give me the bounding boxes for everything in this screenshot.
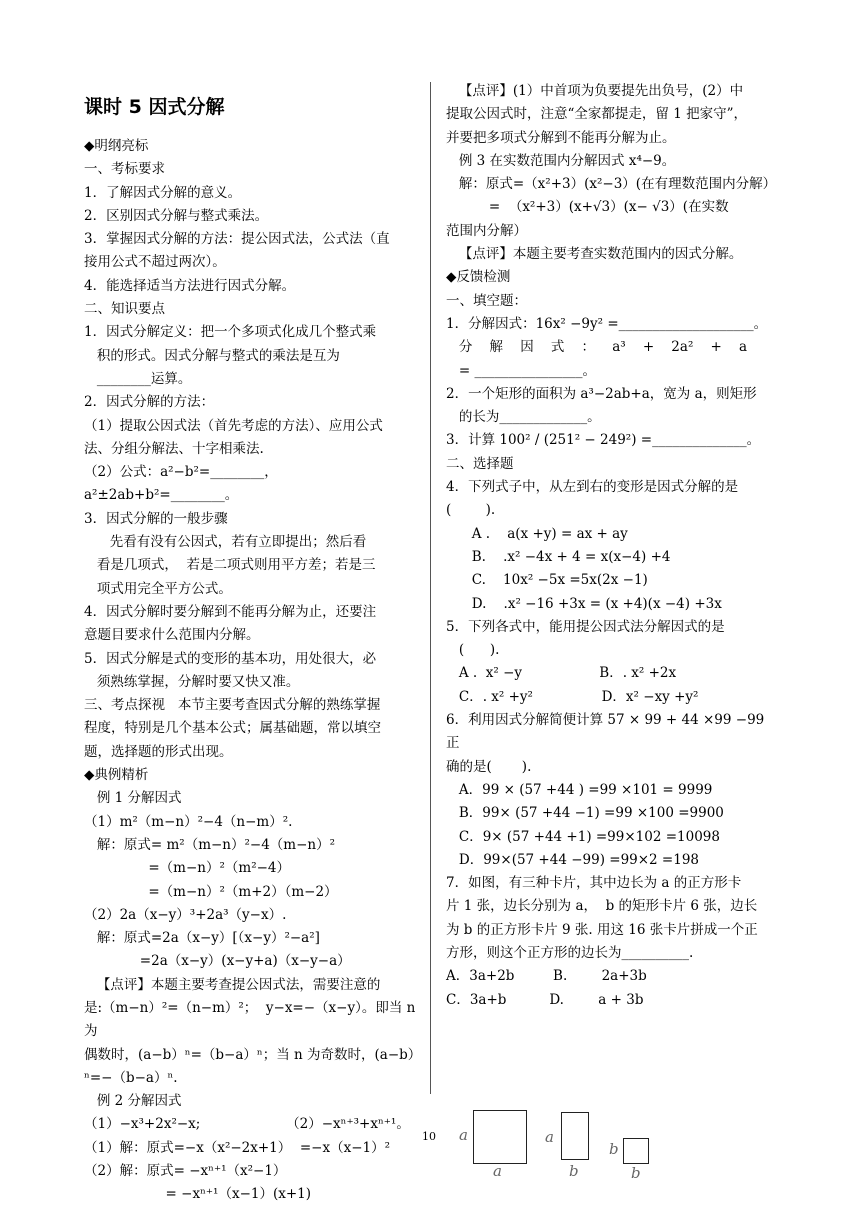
- text-line: 【点评】(1）中首项为负要提先出负号，(2）中: [446, 83, 744, 99]
- text-line: （1）−x³+2x²−x; （2）−xⁿ⁺³+xⁿ⁺¹。: [84, 1116, 410, 1133]
- text-line: （2）公式：a²−b²=________，a²±2ab+b²=________。: [84, 464, 278, 504]
- text-line: 是:（m−n）²=（n−m）²； y−x=−（x−y）。即当 n 为: [84, 999, 420, 1040]
- text-line: 6．利用因式分解简便计算 57 × 99 + 44 ×99 −99 正: [446, 712, 769, 752]
- text-line: C．3a+b D. a + 3b: [446, 991, 644, 1008]
- text-line: 一、考标要求: [84, 161, 165, 178]
- page-number: 10: [422, 1130, 436, 1143]
- text-line: A . x² −y B．. x² +2x: [446, 665, 677, 682]
- square-b-card: [623, 1138, 649, 1164]
- text-line: 分 解 因 式 ： a³ + 2a² + a: [446, 339, 748, 356]
- page-title: 课时 5 因式分解: [84, 96, 225, 118]
- text-line: 5．因式分解是式的变形的基本功，用处很大，必: [84, 650, 377, 667]
- text-line: =2a（x−y）(x−y+a)（x−y−a）: [84, 953, 351, 970]
- text-line: 题，选择题的形式出现。: [84, 743, 233, 760]
- text-line: C．. x² +y² D．x² −xy +y²: [446, 688, 699, 705]
- text-line: （1）解：原式=−x（x²−2x+1） =−x（x−1）²: [84, 1139, 391, 1156]
- label-a-side: a: [459, 1126, 468, 1144]
- text-line: 先看有没有公因式，若有立即提出；然后看: [84, 534, 367, 551]
- text-line: ◆典例精析: [84, 767, 149, 784]
- text-line: 例 1 分解因式: [84, 790, 182, 807]
- label-b-side: b: [609, 1140, 619, 1158]
- text-line: 方形，则这个正方形的边长为__________.: [446, 944, 694, 961]
- text-line: = （x²+3）(x+√3）(x− √3）(在实数: [446, 199, 729, 216]
- text-line: B. .x² −4x + 4 = x(x−4) +4: [446, 548, 671, 565]
- text-line: 提取公因式时，注意“全家都提走，留 1 把家守”，: [446, 106, 747, 123]
- text-line: 2．一个矩形的面积为 a³−2ab+a，宽为 a，则矩形: [446, 385, 757, 402]
- label-a-bottom: a: [493, 1162, 502, 1180]
- text-line: ⁿ=−（b−a）ⁿ.: [84, 1069, 178, 1086]
- text-line: 三、考点探视 本节主要考查因式分解的熟练掌握: [84, 697, 381, 714]
- column-divider: [430, 82, 431, 1094]
- text-line: ( ).: [446, 502, 496, 519]
- rect-ab-card: [561, 1112, 589, 1160]
- text-line: 解：原式=（x²+3）(x²−3）(在有理数范围内分解）: [446, 176, 777, 193]
- text-line: 确的是( ).: [446, 758, 532, 775]
- text-line: 积的形式。因式分解与整式的乘法是互为: [84, 347, 340, 364]
- text-line: 3．因式分解的一般步骤: [84, 510, 228, 527]
- right-text-block: [446, 80, 780, 1012]
- text-line: 3．计算 100² / (251² − 249²) =______________。: [446, 432, 761, 449]
- text-line: 法、分组分解法、十字相乘法.: [84, 440, 264, 457]
- text-line: 并要把多项式分解到不能再分解为止。: [446, 129, 676, 146]
- label-rect-a: a: [545, 1128, 554, 1146]
- text-line: 看是几项式， 若是二项式则用平方差；若是三: [84, 557, 376, 574]
- text-line: 1．了解因式分解的意义。: [84, 184, 242, 201]
- text-line: 1．因式分解定义：把一个多项式化成几个整式乘: [84, 324, 377, 341]
- text-line: = ________________。: [446, 362, 596, 379]
- text-line: 片 1 张，边长分别为 a， b 的矩形卡片 6 张，边长: [446, 898, 758, 915]
- text-line: （2）2a（x−y）³+2a³（y−x）.: [84, 906, 287, 923]
- text-line: = −xⁿ⁺¹（x−1）(x+1): [84, 1186, 312, 1203]
- card-figures: [455, 1106, 675, 1186]
- text-line: 1．分解因式：16x² −9y² =____________________。: [446, 315, 768, 332]
- text-line: （1）提取公因式法（首先考虑的方法）、应用公式: [84, 417, 383, 434]
- text-line: ◆反馈检测: [446, 269, 511, 286]
- label-b-bottom: b: [631, 1164, 641, 1182]
- text-line: 4．下列式子中，从左到右的变形是因式分解的是: [446, 479, 739, 496]
- text-line: 解：原式=2a（x−y）[（x−y）²−a²]: [84, 930, 320, 947]
- text-line: ________运算。: [84, 370, 192, 387]
- text-line: 范围内分解）: [446, 222, 527, 239]
- text-line: 二、选择题: [446, 455, 514, 472]
- text-line: 7．如图，有三种卡片，其中边长为 a 的正方形卡: [446, 875, 742, 892]
- text-line: 2．因式分解的方法：: [84, 394, 215, 411]
- text-line: 程度，特别是几个基本公式；属基础题，常以填空: [84, 720, 381, 737]
- text-line: 4．因式分解时要分解到不能再分解为止，还要注: [84, 603, 377, 620]
- text-line: 接用公式不超过两次）。: [84, 254, 226, 271]
- text-line: ( ).: [446, 642, 500, 659]
- label-rect-b: b: [569, 1162, 579, 1180]
- text-line: =（m−n）²（m+2）（m−2）: [84, 883, 338, 900]
- text-line: C．9× (57 +44 +1) =99×102 =10098: [446, 828, 720, 845]
- text-line: 【点评】本题主要考查实数范围内的因式分解。: [446, 246, 743, 263]
- text-line: 3．掌握因式分解的方法：提公因式法，公式法（直: [84, 231, 390, 248]
- text-line: D．99×(57 +44 −99) =99×2 =198: [446, 851, 700, 868]
- text-line: ◆明纲亮标: [84, 138, 149, 154]
- text-line: 5．下列各式中，能用提公因式法分解因式的是: [446, 618, 725, 635]
- text-line: A．3a+2b B. 2a+3b: [446, 968, 647, 985]
- text-line: 例 3 在实数范围内分解因式 x⁴−9。: [446, 152, 676, 169]
- text-line: 【点评】本题主要考查提公因式法，需要注意的: [84, 976, 381, 993]
- text-line: B．99× (57 +44 −1) =99 ×100 =9900: [446, 805, 724, 822]
- text-line: 2．区别因式分解与整式乘法。: [84, 207, 269, 224]
- text-line: 项式用完全平方公式。: [84, 580, 232, 597]
- text-line: 偶数时，(a−b）ⁿ=（b−a）ⁿ；当 n 为奇数时，(a−b）: [84, 1046, 422, 1063]
- text-line: 二、知识要点: [84, 301, 165, 318]
- text-line: 为 b 的正方形卡片 9 张. 用这 16 张卡片拼成一个正: [446, 921, 758, 938]
- text-line: 4．能选择适当方法进行因式分解。: [84, 277, 296, 294]
- text-line: A．99 × (57 +44 ) =99 ×101 = 9999: [446, 781, 713, 798]
- text-line: （2）解：原式= −xⁿ⁺¹（x²−1）: [84, 1163, 287, 1180]
- right-column: [446, 80, 780, 1012]
- text-line: 解：原式= m²（m−n）²−4（m−n）²: [84, 836, 336, 853]
- left-text-block: [84, 135, 422, 1207]
- text-line: 例 2 分解因式: [84, 1093, 182, 1110]
- text-line: C. 10x² −5x =5x(2x −1): [446, 572, 648, 589]
- text-line: 的长为_____________。: [446, 409, 601, 426]
- text-line: 一、填空题：: [446, 292, 527, 309]
- square-a-card: [473, 1110, 527, 1164]
- left-column: [84, 78, 422, 1207]
- text-line: 须熟练掌握，分解时要又快又准。: [84, 673, 300, 690]
- text-line: （1）m²（m−n）²−4（n−m）².: [84, 813, 293, 830]
- text-line: D. .x² −16 +3x = (x +4)(x −4) +3x: [446, 595, 722, 612]
- text-line: 意题目要求什么范围内分解。: [84, 627, 260, 644]
- text-line: =（m−n）²（m²−4）: [84, 860, 291, 877]
- text-line: A . a(x +y) = ax + ay: [446, 525, 628, 542]
